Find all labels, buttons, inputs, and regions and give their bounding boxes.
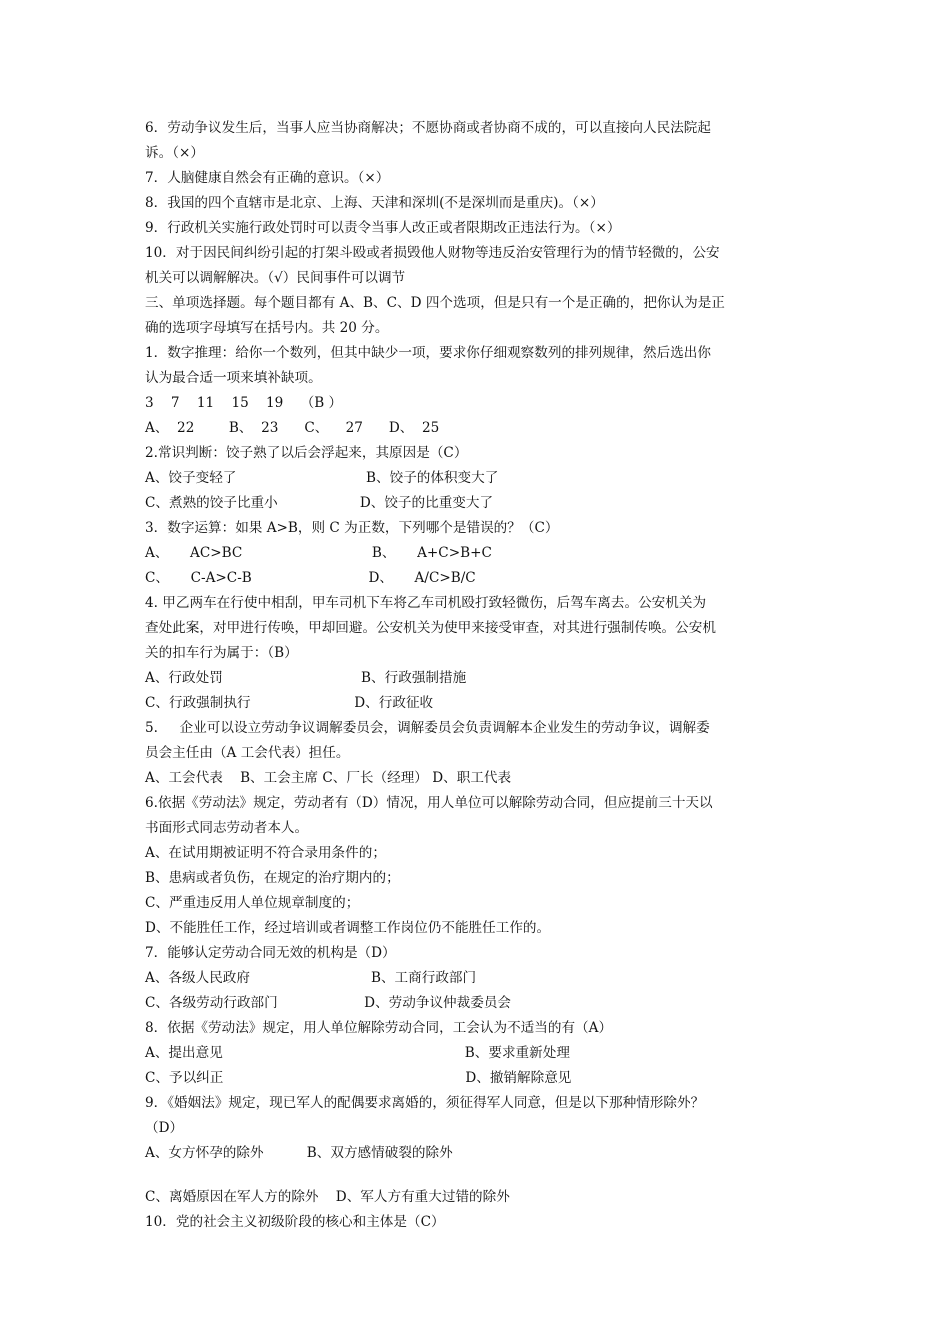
option: B、患病或者负伤，在规定的治疗期内的； [145, 870, 400, 886]
text-line: 确的选项字母填写在括号内。共 20 分。 [145, 320, 389, 336]
question: 3．数字运算：如果 A>B，则 C 为正数，下列哪个是错误的？（C） [145, 520, 559, 536]
question: 8．依据《劳动法》规定，用人单位解除劳动合同，工会认为不适当的有（A） [145, 1020, 613, 1036]
text-line: （D） [145, 1120, 184, 1136]
options-line: A、行政处罚 B、行政强制措施 [145, 670, 467, 686]
number-sequence: 3 7 11 15 19 （B ） [145, 395, 343, 411]
text-line: 机关可以调解解决。（√）民间事件可以调节 [145, 270, 406, 286]
text-line: 10．对于因民间纠纷引起的打架斗殴或者损毁他人财物等违反治安管理行为的情节轻微的，公安 [145, 245, 720, 261]
text-line: 关的扣车行为属于：（B） [145, 645, 298, 661]
question: 4. 甲乙两车在行使中相刮，甲车司机下车将乙车司机殴打致轻微伤，后驾车离去。公安机关为 [145, 595, 707, 611]
options-line: C、予以纠正 D、撤销解除意见 [145, 1070, 572, 1086]
options-line: A、工会代表 B、工会主席 C、厂长（经理） D、职工代表 [145, 770, 512, 786]
question: 2.常识判断：饺子熟了以后会浮起来，其原因是（C） [145, 445, 468, 461]
question: 6.依据《劳动法》规定，劳动者有（D）情况，用人单位可以解除劳动合同，但应提前三十天以 [145, 795, 713, 811]
options-line: C、各级劳动行政部门 D、劳动争议仲裁委员会 [145, 995, 512, 1011]
text-line: 书面形式同志劳动者本人。 [145, 820, 309, 836]
options-line: A、各级人民政府 B、工商行政部门 [145, 970, 477, 986]
options-line: C、 C-A>C-B D、 A/C>B/C [145, 570, 476, 586]
options-line: A、女方怀孕的除外 B、双方感情破裂的除外 [145, 1145, 453, 1161]
question: 1．数字推理：给你一个数列，但其中缺少一项，要求你仔细观察数列的排列规律，然后选出你 [145, 345, 711, 361]
options-line: C、煮熟的饺子比重小 D、饺子的比重变大了 [145, 495, 494, 511]
text-line: 员会主任由（A 工会代表）担任。 [145, 745, 350, 761]
question: 7．能够认定劳动合同无效的机构是（D） [145, 945, 396, 961]
options-line: A、提出意见 B、要求重新处理 [145, 1045, 570, 1061]
options-line: C、离婚原因在军人方的除外 D、军人方有重大过错的除外 [145, 1189, 510, 1205]
options-line: A、 22 B、 23 C、 27 D、 25 [145, 420, 440, 436]
option: C、严重违反用人单位规章制度的； [145, 895, 360, 911]
text-line: 6．劳动争议发生后，当事人应当协商解决；不愿协商或者协商不成的，可以直接向人民法院起 [145, 120, 711, 136]
section-heading: 三、单项选择题。每个题目都有 A、B、C、D 四个选项，但是只有一个是正确的，把你认为是正 [145, 295, 725, 311]
text-line: 查处此案，对甲进行传唤，甲却回避。公安机关为使甲来接受审查，对其进行强制传唤。公安机 [145, 620, 716, 636]
question: 5. 企业可以设立劳动争议调解委员会，调解委员会负责调解本企业发生的劳动争议，调解委 [145, 720, 710, 736]
options-line: A、 AC>BC B、 A+C>B+C [145, 545, 492, 561]
text-line: 7．人脑健康自然会有正确的意识。（×） [145, 170, 390, 186]
options-line: C、行政强制执行 D、行政征收 [145, 695, 434, 711]
question: 9．《婚姻法》规定，现已军人的配偶要求离婚的，须征得军人同意，但是以下那种情形除外？ [145, 1095, 705, 1111]
options-line: A、饺子变轻了 B、饺子的体积变大了 [145, 470, 499, 486]
text-line: 8．我国的四个直辖市是北京、上海、天津和深圳(不是深圳而是重庆)。（×） [145, 195, 604, 211]
question: 10．党的社会主义初级阶段的核心和主体是（C） [145, 1214, 445, 1230]
option: D、不能胜任工作，经过培训或者调整工作岗位仍不能胜任工作的。 [145, 920, 551, 936]
option: A、在试用期被证明不符合录用条件的； [145, 845, 386, 861]
text-line: 认为最合适一项来填补缺项。 [145, 370, 322, 386]
text-line: 诉。（×） [145, 145, 204, 161]
text-line: 9．行政机关实施行政处罚时可以责令当事人改正或者限期改正违法行为。（×） [145, 220, 621, 236]
